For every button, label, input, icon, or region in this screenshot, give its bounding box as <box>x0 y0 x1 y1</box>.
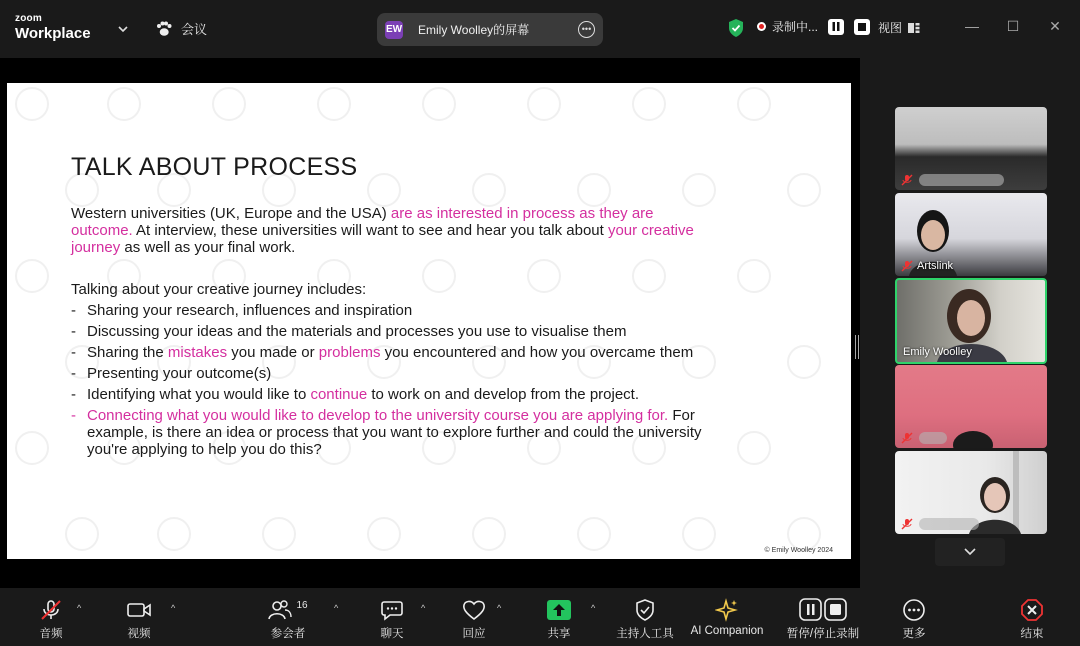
watermark-logo <box>107 87 141 121</box>
watermark-logo <box>632 259 666 293</box>
chat-bubble-icon <box>380 598 404 622</box>
watermark-logo <box>15 259 49 293</box>
audio-label: 音频 <box>39 628 63 640</box>
bullet-segment-highlight: Connecting what you would like to develop to the university course you are applying for. <box>87 407 669 424</box>
watermark-logo <box>472 517 506 551</box>
watermark-logo <box>527 87 561 121</box>
reactions-options-caret[interactable]: ^ <box>497 603 502 613</box>
bullet-segment-text: For example, is there an idea or process that you want to explore further and could the university you're applying to help you do this? <box>87 407 702 458</box>
stop-icon <box>858 23 866 31</box>
watermark-logo <box>157 517 191 551</box>
watermark-logo <box>737 431 771 465</box>
shared-slide <box>7 83 851 559</box>
participant-tile-active-speaker[interactable] <box>895 278 1047 364</box>
paragraph-segment-text: At interview, these universities will want to see and hear you talk about <box>132 222 608 239</box>
bullet-item <box>71 386 721 403</box>
share-arrow-icon <box>547 600 571 620</box>
participants-options-caret[interactable]: ^ <box>334 603 339 613</box>
participants-label: 参会者 <box>270 628 306 640</box>
screen-share-indicator[interactable] <box>377 13 603 46</box>
watermark-logo <box>577 173 611 207</box>
stop-recording-button[interactable] <box>854 19 870 35</box>
watermark-logo <box>682 517 716 551</box>
pause-stop-record-icon <box>799 598 847 622</box>
bullet-segment-text: Sharing the <box>87 344 168 361</box>
watermark-logo <box>577 517 611 551</box>
more-dots-icon <box>902 598 926 622</box>
bullet-segment-highlight: mistakes <box>167 344 228 361</box>
watermark-logo <box>367 173 401 207</box>
bullet-list <box>71 302 721 462</box>
list-intro: Talking about your creative journey includes: <box>71 281 367 298</box>
view-button[interactable] <box>878 19 920 36</box>
chat-label: 聊天 <box>380 628 404 640</box>
participant-tile-artslink[interactable] <box>895 193 1047 276</box>
reactions-label: 回应 <box>462 628 486 640</box>
watermark-logo <box>15 87 49 121</box>
bullet-item <box>71 323 721 340</box>
maximize-icon[interactable]: ☐ <box>1006 18 1020 34</box>
watermark-logo <box>737 87 771 121</box>
sharer-avatar: EW <box>385 21 403 39</box>
participant-name: Artslink <box>917 260 954 272</box>
more-button[interactable] <box>869 598 959 641</box>
panel-resize-handle[interactable] <box>855 335 859 359</box>
participant-video <box>895 365 1047 448</box>
host-tools-button[interactable] <box>600 598 690 641</box>
watermark-logo <box>787 517 821 551</box>
minimize-icon[interactable]: — <box>965 18 979 34</box>
bullet-item <box>71 344 721 361</box>
bullet-item <box>71 365 721 382</box>
heart-icon <box>462 599 486 621</box>
watermark-logo <box>262 517 296 551</box>
meeting-info[interactable] <box>155 19 207 38</box>
security-shield-icon[interactable] <box>727 18 745 38</box>
top-bar <box>0 0 1080 58</box>
recording-control-label: 暂停/停止录制 <box>786 628 860 640</box>
participants-icon <box>268 599 292 621</box>
recording-status <box>757 18 870 35</box>
audio-options-caret[interactable]: ^ <box>77 603 82 613</box>
participant-tile[interactable] <box>895 451 1047 534</box>
ai-companion-button[interactable] <box>682 598 772 637</box>
bullet-segment-text: to work on and develop from the project. <box>367 386 640 403</box>
participants-button[interactable] <box>243 598 333 641</box>
bullet-item <box>71 407 721 458</box>
slide-paragraph <box>71 205 711 256</box>
watermark-logo <box>472 173 506 207</box>
watermark-logo <box>527 259 561 293</box>
paragraph-segment-highlight: your creative journey <box>71 222 694 256</box>
recording-label: 录制中... <box>772 20 819 34</box>
video-label: 视频 <box>127 628 151 640</box>
participant-name: Emily Woolley <box>903 346 972 358</box>
pause-icon <box>832 22 840 31</box>
meeting-label: 会议 <box>181 22 208 37</box>
watermark-logo <box>367 517 401 551</box>
ai-companion-label: AI Companion <box>690 625 764 637</box>
watermark-logo <box>212 87 246 121</box>
sparkle-icon <box>715 598 739 622</box>
paragraph-segment-highlight: are as interested in process as they are outcome. <box>71 205 654 239</box>
reactions-button[interactable] <box>429 598 519 641</box>
chevron-down-icon <box>963 547 977 557</box>
pause-recording-button[interactable] <box>828 19 844 35</box>
end-x-icon <box>1020 598 1044 622</box>
host-shield-icon <box>635 599 655 621</box>
end-label: 结束 <box>1020 628 1044 640</box>
bullet-segment-highlight: problems <box>318 344 381 361</box>
video-camera-icon <box>126 600 152 620</box>
blurred-name <box>919 432 947 444</box>
bullet-segment-highlight: continue <box>310 386 368 403</box>
slide-copyright: © Emily Woolley 2024 <box>764 547 833 554</box>
more-label: 更多 <box>902 628 926 640</box>
share-label: 共享 <box>547 628 571 640</box>
bullet-item <box>71 302 721 319</box>
video-options-caret[interactable]: ^ <box>171 603 176 613</box>
bullet-segment-text: you encountered and how you overcame them <box>380 344 694 361</box>
brand-workplace: Workplace <box>15 25 91 42</box>
watermark-logo <box>422 259 456 293</box>
scroll-gallery-button[interactable] <box>935 538 1005 566</box>
paragraph-segment-text: Western universities (UK, Europe and the USA) <box>71 205 391 222</box>
share-options-caret[interactable]: ^ <box>591 603 596 613</box>
muted-mic-icon <box>901 174 913 186</box>
muted-mic-icon <box>39 598 63 622</box>
bullet-segment-text: you made or <box>227 344 319 361</box>
bullet-segment-text: Identifying what you would like to <box>87 386 311 403</box>
view-label: 视图 <box>878 21 903 35</box>
app-brand[interactable] <box>15 14 91 41</box>
watermark-logo <box>422 87 456 121</box>
watermark-logo <box>737 259 771 293</box>
chevron-down-icon[interactable] <box>116 22 130 36</box>
watermark-logo <box>15 431 49 465</box>
bullet-segment-text: Sharing your research, influences and inspiration <box>87 302 413 319</box>
watermark-logo <box>787 345 821 379</box>
muted-mic-icon <box>901 518 913 530</box>
muted-mic-icon <box>901 432 913 444</box>
chat-options-caret[interactable]: ^ <box>421 603 426 613</box>
slide-title: TALK ABOUT PROCESS <box>71 153 358 181</box>
participant-tile[interactable] <box>895 107 1047 190</box>
blurred-name <box>919 518 979 530</box>
more-options-icon[interactable]: ••• <box>578 21 595 38</box>
share-title: Emily Woolley的屏幕 <box>418 23 530 37</box>
recording-control-button[interactable] <box>778 598 868 641</box>
participants-count: 16 <box>296 599 308 611</box>
end-meeting-button[interactable] <box>987 598 1077 641</box>
watermark-logo <box>632 87 666 121</box>
paragraph-segment-text: as well as your final work. <box>120 239 296 256</box>
audio-button[interactable] <box>6 598 96 641</box>
host-tools-label: 主持人工具 <box>616 628 674 640</box>
brand-zoom: zoom <box>15 13 42 24</box>
blurred-name <box>919 174 1004 186</box>
bullet-segment-text: Presenting your outcome(s) <box>87 365 272 382</box>
watermark-logo <box>65 517 99 551</box>
grid-view-icon <box>908 22 920 34</box>
recording-dot-icon <box>757 22 766 31</box>
watermark-logo <box>682 173 716 207</box>
paw-icon <box>155 21 173 37</box>
close-icon[interactable]: ✕ <box>1049 18 1061 34</box>
meeting-toolbar <box>0 588 1080 646</box>
watermark-logo <box>317 87 351 121</box>
watermark-logo <box>787 173 821 207</box>
participant-tile[interactable] <box>895 365 1047 448</box>
bullet-segment-text: Discussing your ideas and the materials and processes you use to visualise them <box>87 323 627 340</box>
